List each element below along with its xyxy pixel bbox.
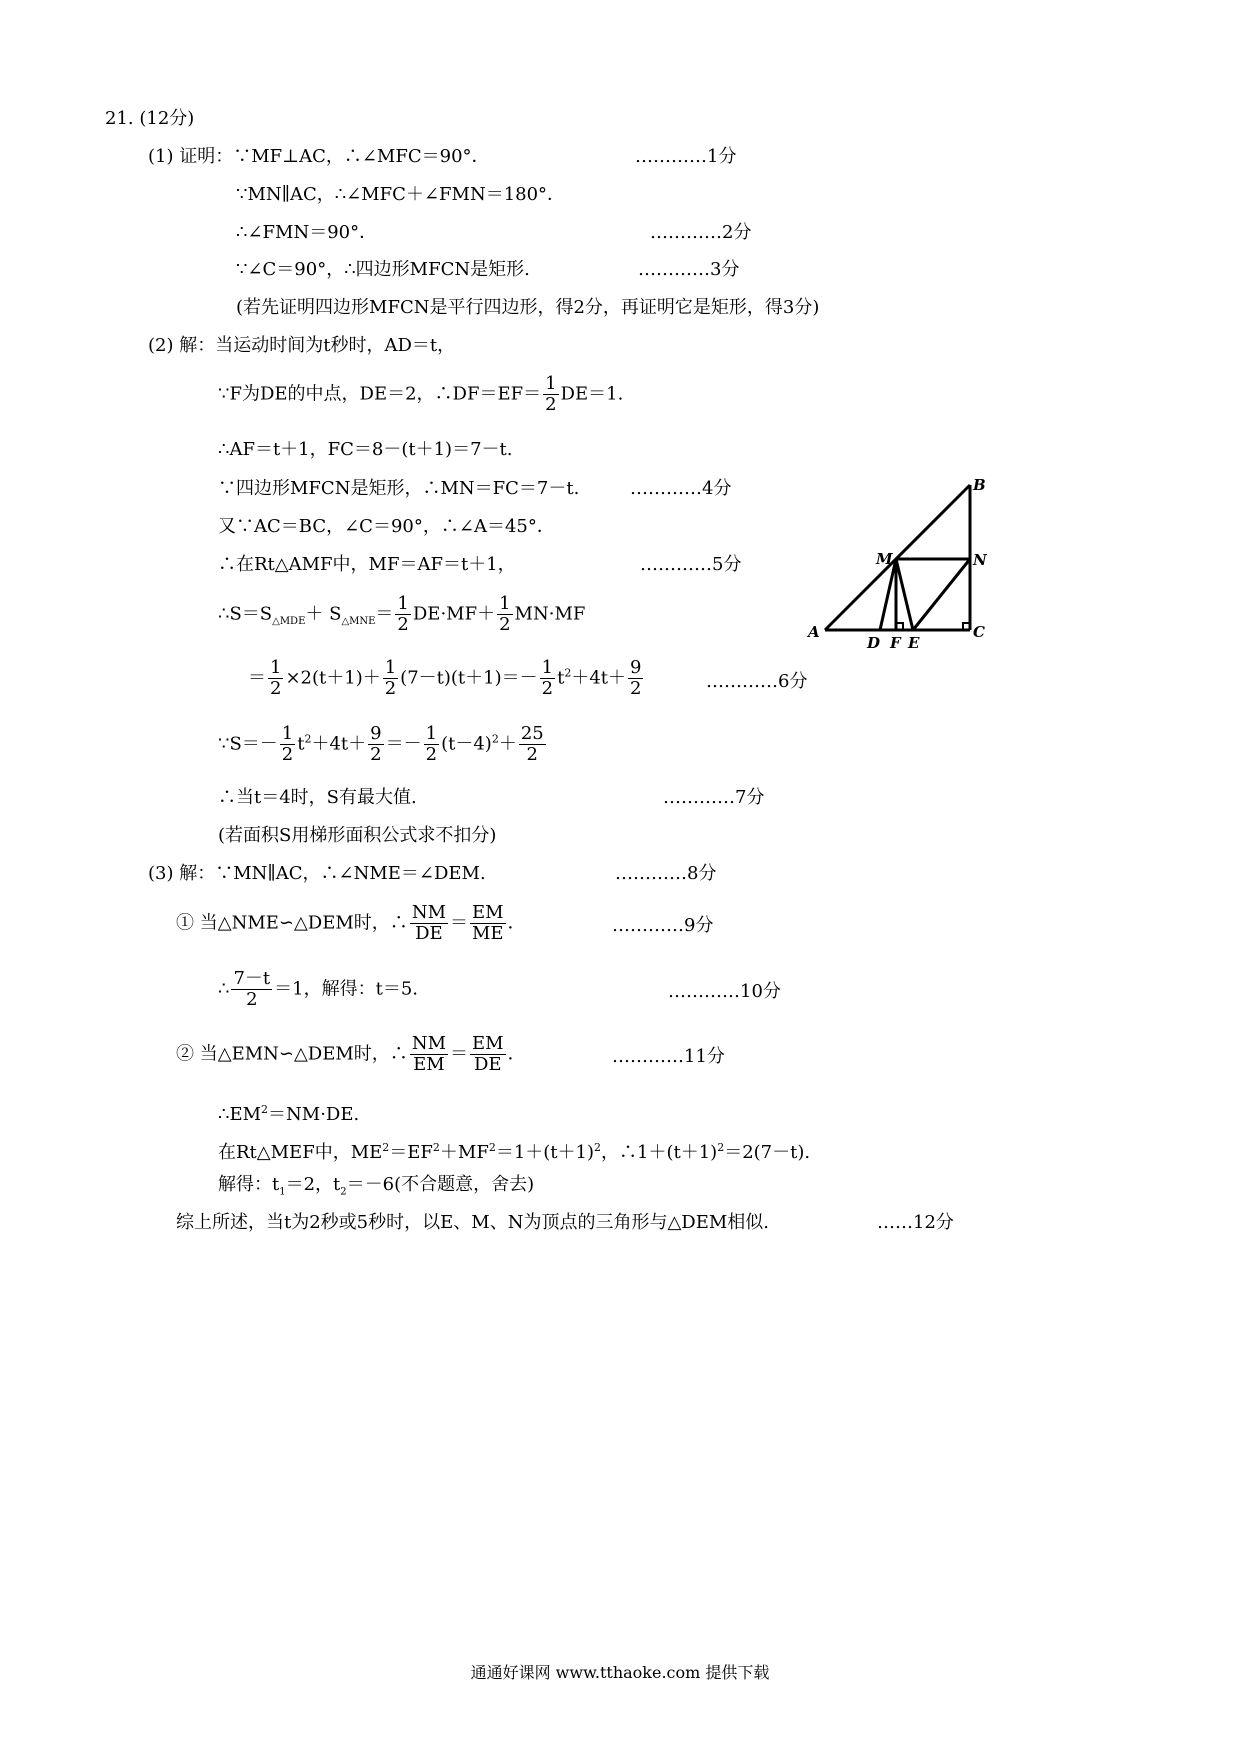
- page-footer: 通通好课网 www.tthaoke.com 提供下载: [470, 1663, 770, 1682]
- fraction-half: $\frac{1}{2}$: [270, 657, 282, 699]
- p2-line-2: ∵F为DE的中点，DE＝2，∴DF＝EF＝ $\frac{1}{2}$ DE＝1.: [218, 373, 624, 415]
- p1-note: (若先证明四边形MFCN是平行四边形，得2分，再证明它是矩形，得3分): [236, 297, 820, 318]
- p2-line-5: 又∵AC＝BC，∠C＝90°，∴∠A＝45°．: [218, 516, 555, 537]
- label-E: E: [908, 634, 920, 652]
- p2-line-7: $\therefore S=S_{\triangle MDE}+ S_{\triangle MNE}=$ $\frac{1}{2}$ DE·MF＋ $\frac{1}{2}$ MN·MF: [218, 593, 586, 635]
- p2-score-4: …………4分: [630, 478, 732, 499]
- fraction-NM-EM: $\frac{NM}{EM}$: [411, 1033, 446, 1075]
- p3-case-2-step-2: 在Rt△MEF中，$ME^2=EF^2+MF^2=1+(t+1)^2$，$\therefore 1+(t+1)^2=2(7-t)$.: [218, 1141, 811, 1163]
- p3-score-2: …………9分: [612, 915, 714, 936]
- fraction-twentyfive-halves: $\frac{25}{2}$: [520, 723, 544, 765]
- segment-EN: [913, 559, 970, 630]
- fraction-seven-minus-t-over-2: $\frac{7-t}{2}$: [233, 968, 271, 1010]
- fraction-nine-halves: $\frac{9}{2}$: [630, 657, 642, 699]
- segment-ME: [896, 559, 913, 630]
- fraction-half: $\frac{1}{2}$: [281, 723, 294, 765]
- label-M: M: [876, 550, 893, 568]
- segment-MD: [880, 559, 896, 630]
- fraction-half: $\frac{1}{2}$: [541, 657, 554, 699]
- fraction-half: $\frac{1}{2}$: [499, 593, 511, 635]
- p3-score-5: ……12分: [877, 1212, 954, 1233]
- p2-line-4: ∵四边形MFCN是矩形，∴MN＝FC＝7－t.: [218, 478, 580, 499]
- fraction-half: $\frac{1}{2}$: [545, 373, 557, 415]
- p1-line-4: ∵∠C＝90°，∴四边形MFCN是矩形.: [236, 259, 530, 280]
- p1-score-3: …………2分: [650, 222, 752, 243]
- label-D: D: [867, 634, 881, 652]
- p3-score-1: …………8分: [615, 863, 717, 884]
- p2-line-6: ∴在Rt△AMF中，MF＝AF＝t＋1，: [218, 554, 516, 575]
- p2-line-1: (2) 解：当运动时间为t秒时，AD＝t，: [148, 335, 456, 356]
- label-C: C: [973, 623, 985, 641]
- label-A: A: [808, 623, 820, 641]
- label-F: F: [890, 634, 901, 652]
- p1-line-3: ∴∠FMN＝90°．: [236, 222, 378, 243]
- fraction-half: $\frac{1}{2}$: [397, 593, 409, 635]
- p2-score-6: …………5分: [640, 554, 742, 575]
- p1-line-2: ∵MN∥AC，∴∠MFC＋∠FMN＝180°．: [236, 184, 566, 205]
- fraction-EM-DE: $\frac{EM}{DE}$: [472, 1033, 504, 1075]
- p3-case-2: ② 当△EMN∽△DEM时，∴ $\frac{NM}{EM}$ ＝ $\frac{EM}{DE}$ ．: [176, 1033, 526, 1075]
- label-N: N: [973, 551, 987, 569]
- p3-score-3: …………10分: [668, 981, 781, 1002]
- p2-score-10: …………7分: [663, 787, 765, 808]
- fraction-half: $\frac{1}{2}$: [425, 723, 438, 765]
- p2-note: (若面积S用梯形面积公式求不扣分): [218, 825, 497, 846]
- fraction-EM-ME: $\frac{EM}{ME}$: [472, 902, 504, 944]
- fraction-NM-DE: $\frac{NM}{DE}$: [411, 902, 446, 944]
- p3-score-4: …………11分: [612, 1046, 725, 1067]
- p1-line-1: (1) 证明：∵MF⊥AC，∴∠MFC＝90°．: [148, 146, 490, 167]
- p3-line-1: (3) 解：∵MN∥AC，∴∠NME＝∠DEM.: [148, 863, 486, 884]
- p2-line-3: ∴AF＝t＋1，FC＝8－(t＋1)＝7－t.: [218, 439, 513, 460]
- p3-case-2-step-3: 解得：$t_1=2$，$t_2=-6$(不合题意，舍去): [218, 1174, 535, 1198]
- p3-case-1: ① 当△NME∽△DEM时，∴ $\frac{NM}{DE}$ ＝ $\frac{EM}{ME}$ ．: [176, 902, 526, 944]
- p2-line-9: ∵S＝－ $\frac{1}{2}$ $t^2+4t+$ $\frac{9}{2}$ ＝－ $\frac{1}{2}$ $(t-4)^2+$ $\frac{25}{2}$: [218, 723, 544, 765]
- p3-case-1-solve: ∴ $\frac{7-t}{2}$ ＝1，解得：t＝5.: [218, 968, 418, 1010]
- fraction-half: $\frac{1}{2}$: [384, 657, 397, 699]
- geometry-figure: [800, 470, 1000, 660]
- problem-header: 21. (12分): [105, 108, 195, 129]
- p3-conclusion: 综上所述，当t为2秒或5秒时，以E、M、N为顶点的三角形与△DEM相似.: [176, 1212, 770, 1233]
- label-B: B: [973, 476, 986, 494]
- fraction-nine-halves: $\frac{9}{2}$: [370, 723, 382, 765]
- p2-score-8: …………6分: [706, 671, 808, 692]
- p2-line-8: ＝ $\frac{1}{2}$ ×2(t＋1)＋ $\frac{1}{2}$ (7－t)(t＋1)＝－ $\frac{1}{2}$ $t^2+4t+$ $\frac{9}{2}$: [248, 657, 642, 699]
- p1-score-4: …………3分: [638, 259, 740, 280]
- p1-score-1: …………1分: [635, 146, 737, 167]
- p2-line-10: ∴当t＝4时，S有最大值.: [218, 787, 417, 808]
- p3-case-2-step-1: $\therefore EM^2=NM\cdot DE$.: [218, 1103, 360, 1125]
